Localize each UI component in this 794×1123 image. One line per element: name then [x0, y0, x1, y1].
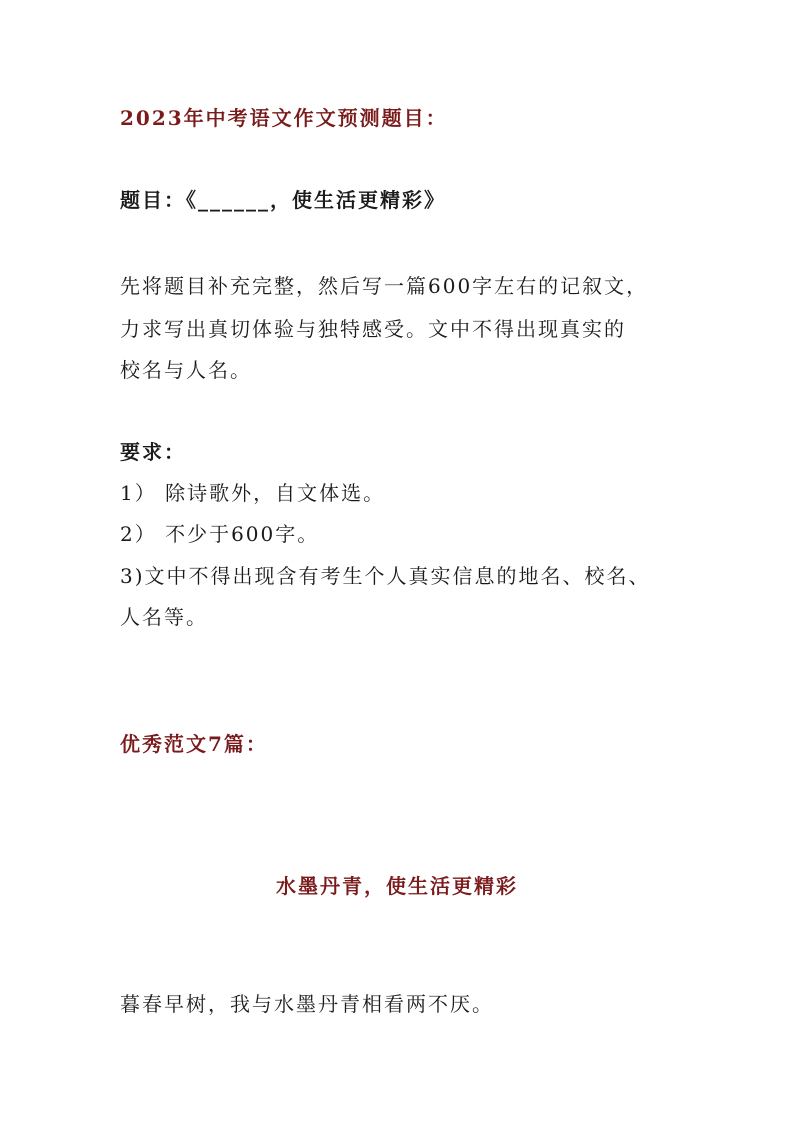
instruction-line-1: 先将题目补充完整，然后写一篇600字左右的记叙文， — [120, 274, 649, 298]
requirements-label: 要求： — [120, 440, 186, 464]
requirement-item-1: 1） 除诗歌外，自文体选。 — [120, 481, 386, 505]
document-heading: 2023年中考语文作文预测题目： — [120, 106, 448, 130]
requirement-item-2: 2） 不少于600字。 — [120, 522, 320, 546]
essay-first-line: 暮春早树，我与水墨丹青相看两不厌。 — [120, 992, 494, 1016]
samples-heading: 优秀范文7篇： — [120, 732, 268, 756]
essay-topic: 题目：《______，使生活更精彩》 — [120, 188, 446, 212]
instruction-line-2: 力求写出真切体验与独特感受。文中不得出现真实的 — [120, 317, 626, 341]
requirement-item-3: 3)文中不得出现含有考生个人真实信息的地名、校名、 — [120, 564, 651, 588]
requirement-item-3-continued: 人名等。 — [120, 605, 208, 629]
instruction-line-3: 校名与人名。 — [120, 358, 252, 382]
essay-title: 水墨丹青，使生活更精彩 — [276, 874, 518, 898]
